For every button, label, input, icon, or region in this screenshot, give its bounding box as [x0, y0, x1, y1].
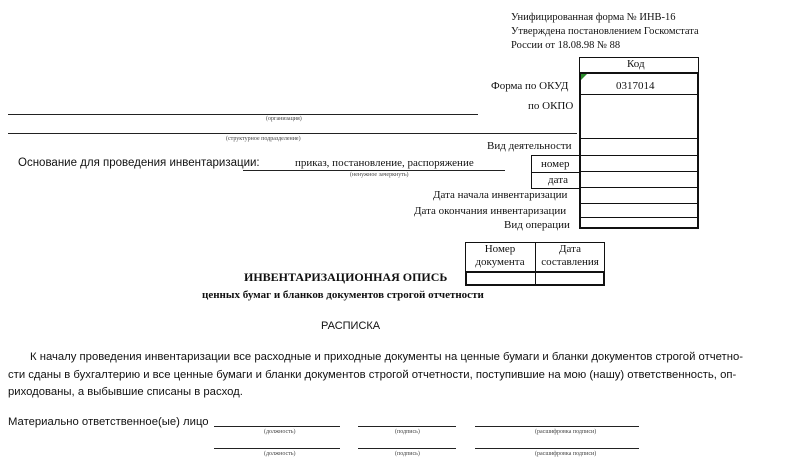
operation-label: Вид операции	[504, 219, 570, 231]
division-caption: (структурное подразделение)	[226, 136, 301, 142]
form-number: Унифицированная форма № ИНВ-16	[511, 12, 676, 23]
receipt-title: РАСПИСКА	[321, 320, 381, 332]
okud-value: 0317014	[616, 80, 655, 92]
basis-field[interactable]	[243, 170, 505, 171]
decode-caption-2: (расшифровка подписи)	[535, 451, 597, 457]
basis-label: Основание для проведения инвентаризации:	[18, 157, 260, 169]
receipt-text-line1: К началу проведения инвентаризации все расходные и приходные документы на ценные бумаги и бланки документов строгой отчетно-	[30, 351, 743, 363]
position-caption-2: (должность)	[264, 451, 296, 457]
form-approval: Утверждена постановлением Госкомстата	[511, 26, 699, 37]
organization-field[interactable]	[8, 114, 478, 115]
position-field-1[interactable]	[214, 426, 340, 427]
decode-field-1[interactable]	[475, 426, 639, 427]
sign-field-2[interactable]	[358, 448, 456, 449]
number-label: номер	[541, 158, 570, 170]
signature-label: Материально ответственное(ые) лицо	[8, 416, 209, 428]
document-subtitle: ценных бумаг и бланков документов строгой отчетности	[202, 289, 484, 301]
receipt-text-line2: сти сданы в бухгалтерию и все ценные бумаги и бланки документов строгой отчетности, поступившие на мою (нашу) ответственность, оп-	[8, 369, 737, 381]
decode-field-2[interactable]	[475, 448, 639, 449]
division-field[interactable]	[8, 133, 577, 134]
sign-field-1[interactable]	[358, 426, 456, 427]
receipt-text-line3: риходованы, а выбывшие списаны в расход.	[8, 386, 243, 398]
activity-label: Вид деятельности	[487, 140, 572, 152]
document-title: ИНВЕНТАРИЗАЦИОННАЯ ОПИСЬ	[244, 270, 448, 284]
okud-label: Форма по ОКУД	[491, 80, 569, 92]
basis-caption: (ненужное зачеркнуть)	[350, 172, 409, 178]
form-header	[511, 11, 699, 53]
doc-date-header: Дата составления	[541, 243, 599, 268]
kod-label: Код	[627, 58, 645, 70]
sign-caption-2: (подпись)	[395, 451, 420, 457]
basis-value: приказ, постановление, распоряжение	[295, 157, 474, 169]
okud-cell[interactable]	[579, 72, 699, 229]
decode-caption-1: (расшифровка подписи)	[535, 429, 597, 435]
okpo-label: по ОКПО	[528, 100, 574, 112]
position-caption-1: (должность)	[264, 429, 296, 435]
doc-number-header: Номер документа	[475, 243, 525, 268]
start-date-label: Дата начала инвентаризации	[433, 189, 568, 201]
date-label: дата	[548, 174, 569, 186]
organization-caption: (организация)	[266, 116, 302, 122]
end-date-label: Дата окончания инвентаризации	[414, 205, 567, 217]
position-field-2[interactable]	[214, 448, 340, 449]
form-approval-date: России от 18.08.98 № 88	[511, 40, 621, 51]
sign-caption-1: (подпись)	[395, 429, 420, 435]
